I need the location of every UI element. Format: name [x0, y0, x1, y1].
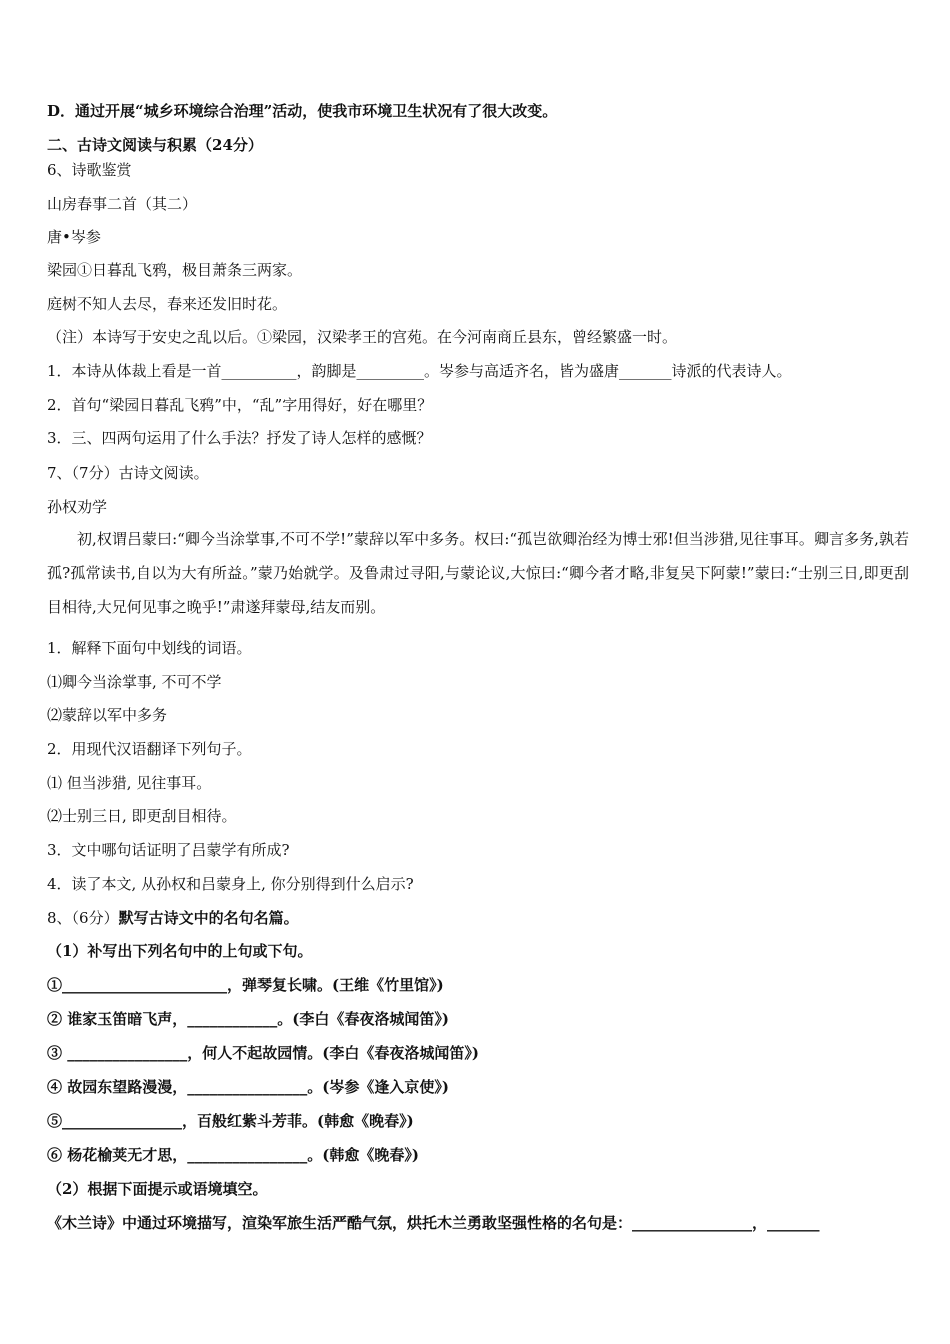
- q8-blank-2: ② 谁家玉笛暗飞声，____________。(李白《春夜洛城闻笛》): [47, 1010, 449, 1028]
- q8-heading-bold: 默写古诗文中的名句名篇。: [118, 909, 299, 927]
- q8-part-2-text: 《木兰诗》中通过环境描写，渲染军旅生活严酷气氛，烘托木兰勇敢坚强性格的名句是：________________，_______: [47, 1214, 820, 1232]
- q8-blank-1: ①______________________，弹琴复长啸。(王维《竹里馆》): [47, 976, 444, 994]
- poem-author: 唐•岑参: [47, 228, 101, 246]
- q7-item-1: 1．解释下面句中划线的词语。: [47, 639, 252, 657]
- passage-text: 初,权谓吕蒙曰:“卿今当涂掌事,不可不学!”蒙辞以军中多务。权曰:“孤岂欲卿治经为博士邪!但当涉猎,见往事耳。卿言多务,孰若孤?孤常读书,自以为大有所益。”蒙乃始就学。及鲁肃过寻阳,与蒙论议,大惊曰:“卿今者才略,非复吴下阿蒙!”蒙曰:“士别三日,即更刮目相待,大兄何见事之晚乎!”肃遂拜蒙母,结友而别。: [47, 530, 909, 616]
- q7-heading: 7、（7分）古诗文阅读。: [47, 464, 209, 482]
- q6-heading: 6、诗歌鉴赏: [47, 161, 132, 179]
- q8-heading-prefix: 8、（6分）: [47, 909, 119, 927]
- q8-blank-3: ③ ________________，何人不起故园情。(李白《春夜洛城闻笛》): [47, 1044, 479, 1062]
- q8-blank-5: ⑤________________，百般红紫斗芳菲。(韩愈《晚春》): [47, 1112, 414, 1130]
- q6-item-2: 2．首句“梁园日暮乱飞鸦”中，“乱”字用得好，好在哪里？: [47, 396, 433, 414]
- q7-item-2: 2．用现代汉语翻译下列句子。: [47, 740, 252, 758]
- q8-blank-6: ⑥ 杨花榆荚无才思，________________。(韩愈《晚春》): [47, 1146, 419, 1164]
- q7-item-3: 3．文中哪句话证明了吕蒙学有所成?: [47, 841, 290, 859]
- q7-item-4: 4．读了本文, 从孙权和吕蒙身上, 你分别得到什么启示?: [47, 875, 414, 893]
- q7-item-1-1: ⑴卿今当涂掌事, 不可不学: [47, 673, 222, 691]
- q7-item-1-2: ⑵蒙辞以军中多务: [47, 706, 168, 724]
- q5-option-d: D．通过开展“城乡环境综合治理”活动，使我市环境卫生状况有了很大改变。: [47, 102, 558, 120]
- q7-item-2-2: ⑵士别三日, 即更刮目相待。: [47, 807, 237, 825]
- poem-note: （注）本诗写于安史之乱以后。①梁园，汉梁孝王的宫苑。在今河南商丘县东，曾经繁盛一时。: [47, 328, 678, 346]
- q6-item-3: 3．三、四两句运用了什么手法？抒发了诗人怎样的感慨？: [47, 429, 432, 447]
- poem-title: 山房春事二首（其二）: [47, 195, 198, 213]
- q8-part-2: （2）根据下面提示或语境填空。: [47, 1180, 268, 1198]
- q8-heading: [47, 908, 910, 928]
- q8-blank-4: ④ 故园东望路漫漫，________________。(岑参《逢入京使》): [47, 1078, 449, 1096]
- passage-title: 孙权劝学: [47, 498, 108, 516]
- section2-heading: 二、古诗文阅读与积累（24分）: [47, 136, 263, 154]
- q8-part-1: （1）补写出下列名句中的上句或下句。: [47, 942, 313, 960]
- q6-item-1: 1．本诗从体裁上看是一首__________，韵脚是_________。岑参与高适齐名，皆为盛唐_______诗派的代表诗人。: [47, 362, 792, 380]
- poem-line-2: 庭树不知人去尽，春来还发旧时花。: [47, 295, 288, 313]
- poem-line-1: 梁园①日暮乱飞鸦，极目萧条三两家。: [47, 261, 303, 279]
- q7-item-2-1: ⑴ 但当涉猎, 见往事耳。: [47, 774, 212, 792]
